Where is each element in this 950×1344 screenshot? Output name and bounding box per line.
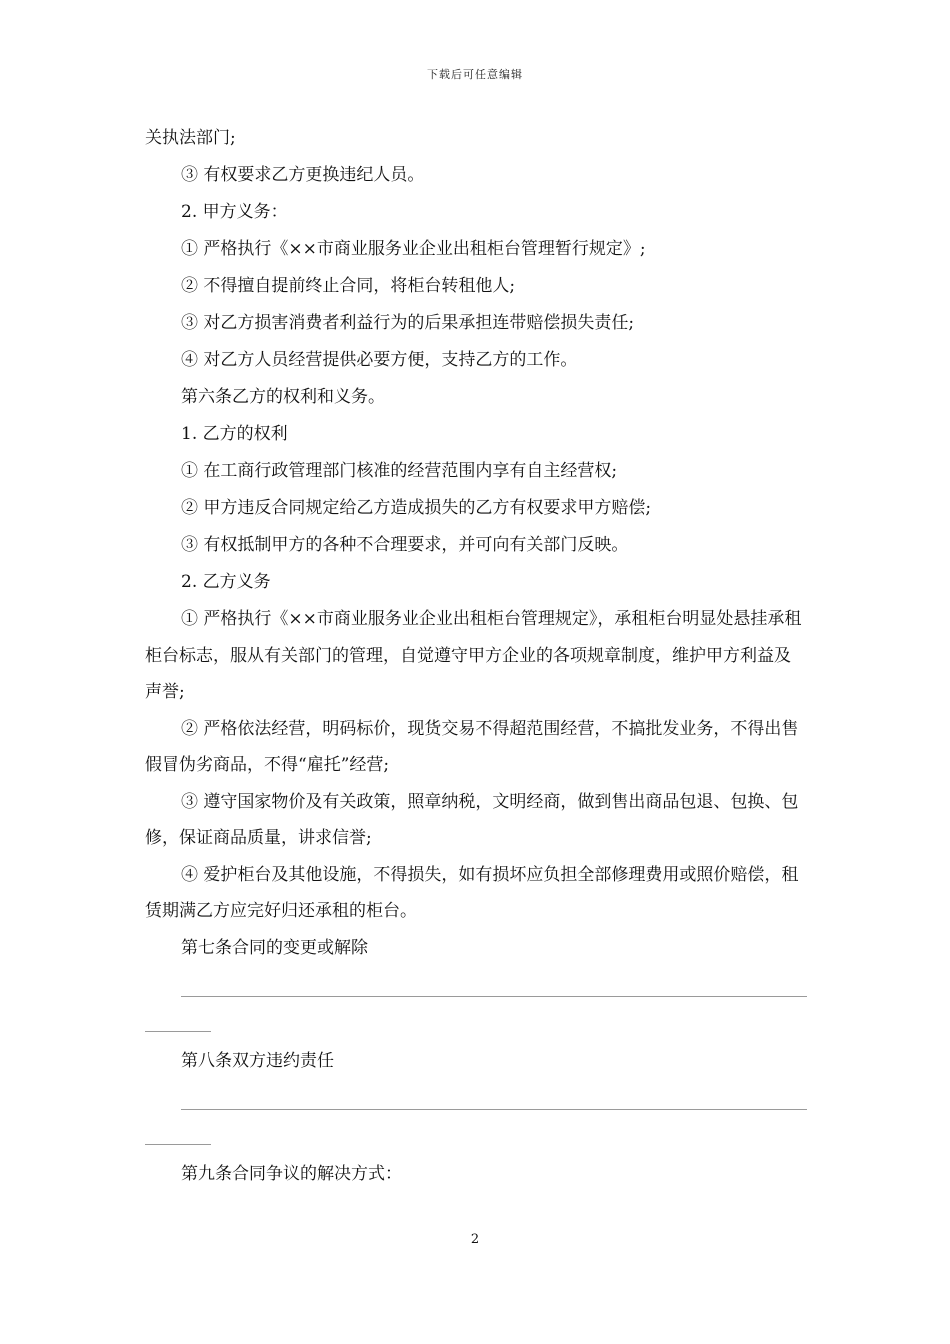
document-body	[145, 120, 807, 1193]
fill-line	[181, 996, 807, 997]
fill-line	[145, 1031, 211, 1032]
article-heading: 第九条合同争议的解决方式：	[181, 1163, 402, 1184]
blank-fill-lines	[145, 1080, 807, 1156]
article-heading: 第八条双方违约责任	[181, 1050, 334, 1071]
paragraph-item: ① 在工商行政管理部门核准的经营范围内享有自主经营权;	[181, 461, 618, 481]
paragraph-item: ② 严格依法经营，明码标价，现货交易不得超范围经营，不搞批发业务，不得出售假冒伪劣商品，不得“雇托”经营;	[145, 718, 799, 775]
page-header: 下载后可任意编辑	[427, 68, 523, 81]
fill-line	[181, 1109, 807, 1110]
paragraph-item: ③ 对乙方损害消费者利益行为的后果承担连带赔偿损失责任;	[181, 313, 635, 333]
paragraph-item: ② 不得擅自提前终止合同，将柜台转租他人;	[181, 276, 516, 296]
blank-fill-lines	[145, 967, 807, 1043]
paragraph-heading: 2. 甲方义务：	[181, 202, 288, 222]
paragraph-item: ③ 有权抵制甲方的各种不合理要求，并可向有关部门反映。	[181, 535, 629, 555]
paragraph-item: ③ 遵守国家物价及有关政策，照章纳税，文明经商，做到售出商品包退、包换、包修，保证商品质量，讲求信誉;	[145, 791, 799, 848]
article-heading: 第六条乙方的权利和义务。	[181, 387, 385, 407]
paragraph-item: ④ 爱护柜台及其他设施，不得损失，如有损坏应负担全部修理费用或照价赔偿，租赁期满乙方应完好归还承租的柜台。	[145, 864, 799, 921]
fill-line	[145, 1144, 211, 1145]
paragraph-heading: 1. 乙方的权利	[181, 424, 288, 444]
paragraph-item: ② 甲方违反合同规定给乙方造成损失的乙方有权要求甲方赔偿;	[181, 498, 652, 518]
paragraph-continuation: 关执法部门;	[145, 128, 236, 148]
article-heading: 第七条合同的变更或解除	[181, 937, 368, 958]
paragraph-item: ③ 有权要求乙方更换违纪人员。	[181, 165, 425, 185]
paragraph-item: ① 严格执行《××市商业服务业企业出租柜台管理规定》，承租柜台明显处悬挂承租柜台标志，服从有关部门的管理，自觉遵守甲方企业的各项规章制度，维护甲方利益及声誉;	[145, 609, 802, 702]
paragraph-item: ④ 对乙方人员经营提供必要方便，支持乙方的工作。	[181, 350, 578, 370]
paragraph-item: ① 严格执行《××市商业服务业企业出租柜台管理暂行规定》;	[181, 239, 646, 259]
paragraph-heading: 2. 乙方义务	[181, 572, 271, 592]
page-number: 2	[470, 1232, 480, 1247]
